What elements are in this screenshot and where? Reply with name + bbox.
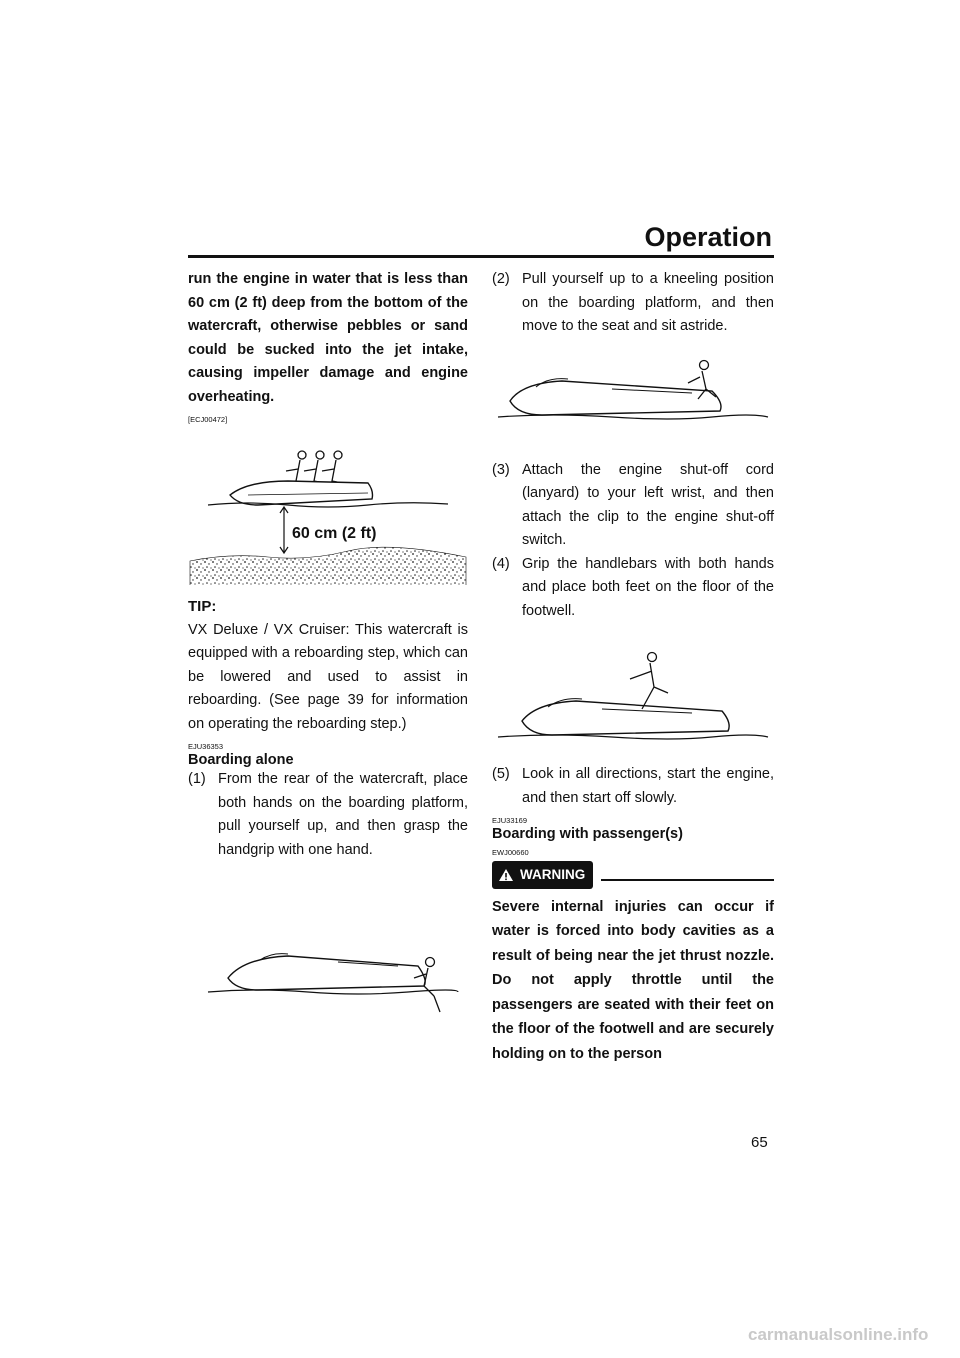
figure-step4 — [492, 623, 774, 763]
boarding-heading: Boarding alone — [188, 752, 294, 768]
figure-depth — [188, 425, 468, 585]
warning-badge — [492, 861, 593, 889]
depth-label: 60 cm (2 ft) — [292, 525, 377, 542]
step-number: (2) — [492, 271, 510, 287]
watermark: carmanualsonline.info — [748, 1325, 929, 1344]
page-number: 65 — [751, 1134, 768, 1151]
passenger-code: EJU33169 — [492, 816, 528, 825]
notice-continued: run the engine in water that is less than 60 cm (2 ft) deep from the bottom of the watercraft, otherwise pebbles or sand could be sucked into the jet intake, causing impeller damage and engine overheating. — [188, 271, 468, 405]
warning-code: EWJ00660 — [492, 848, 529, 857]
boarding-code: EJU36353 — [188, 742, 224, 751]
header-rule — [188, 255, 774, 258]
step-number: (5) — [492, 766, 510, 782]
step-4 — [492, 553, 774, 624]
passenger-heading: Boarding with passenger(s) — [492, 826, 683, 842]
step-text: From the rear of the watercraft, place both hands on the boarding platform, pull yourself up, and then grasp the handgrip with one hand. — [218, 771, 468, 858]
step-text: Attach the engine shut-off cord (lanyard) to your left wrist, and then attach the clip to the engine shut-off switch. — [522, 461, 774, 548]
watercraft-icon — [228, 956, 425, 990]
warning-text: Severe internal injuries can occur if water is forced into body cavities as a result of being near the jet thrust nozzle. Do not apply throttle until the passengers are seated with their feet on the floor of the footwell and are securely holding on to the person — [492, 898, 774, 1062]
warning-rule — [601, 879, 774, 881]
step-text: Grip the handlebars with both hands and place both feet on the floor of the footwell. — [522, 555, 774, 619]
left-column — [188, 268, 468, 1032]
gravel-bottom — [190, 547, 466, 585]
step-3 — [492, 459, 774, 553]
watercraft-icon — [522, 701, 729, 735]
rider-icon — [286, 451, 342, 483]
warning-label: WARNING — [520, 867, 586, 882]
water-line — [208, 503, 448, 507]
warning-triangle-icon — [498, 868, 514, 882]
depth-arrow — [280, 507, 288, 553]
warning-banner — [492, 861, 774, 889]
tip-text: VX Deluxe / VX Cruiser: This watercraft is equipped with a reboarding step, which can be lowered and used to assist in reboarding. (See page 39 for information on operating the reboarding step.) — [188, 621, 468, 732]
step-5 — [492, 763, 774, 810]
figure-step1 — [188, 862, 468, 1032]
step-number: (1) — [188, 771, 206, 787]
tip-heading: TIP: — [188, 598, 217, 615]
rider-icon — [630, 653, 668, 710]
step-number: (3) — [492, 461, 510, 478]
notice-code: [ECJ00472] — [188, 415, 228, 424]
step-1 — [188, 768, 468, 862]
step-text: Look in all directions, start the engine, and then start off slowly. — [522, 766, 774, 806]
water-line — [208, 990, 458, 994]
step-number: (4) — [492, 555, 510, 572]
page-title: Operation — [644, 222, 772, 252]
figure-step2 — [492, 339, 774, 459]
step-text: Pull yourself up to a kneeling position on the boarding platform, and then move to the seat and sit astride. — [522, 271, 774, 334]
step-2 — [492, 268, 774, 339]
water-line — [498, 735, 768, 739]
watercraft-icon — [510, 381, 721, 415]
water-line — [498, 415, 768, 419]
right-column — [492, 268, 774, 1066]
